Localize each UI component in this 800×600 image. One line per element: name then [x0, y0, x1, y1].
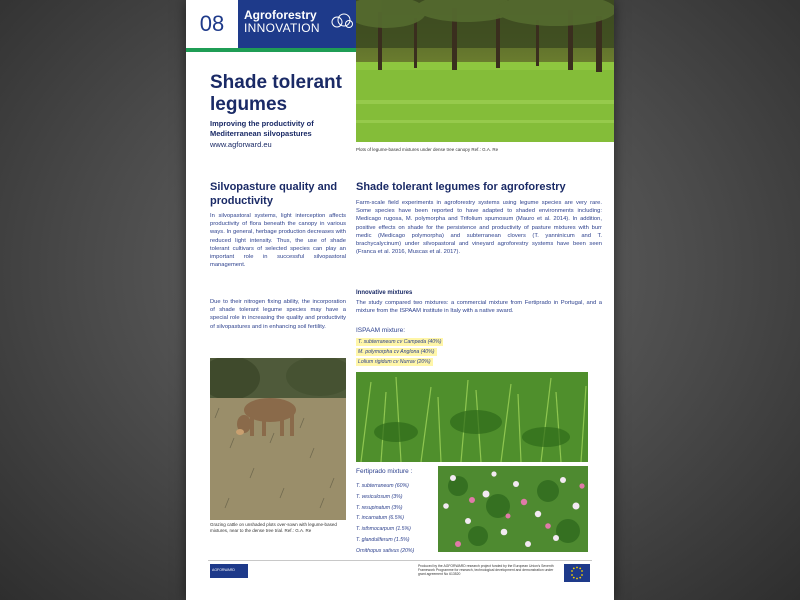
forest-meadow-photo [356, 0, 614, 142]
brand-title [244, 9, 320, 35]
silvopasture-paragraph-1: In silvopastoral systems, light interception affects productivity of flora beneath the canopy in various ways. In general, herbage production decreases with reduced light intensity. Thus, the use of shade tolerant cultivars of selected species can play an important role in successful silvopastoral management. [210, 213, 346, 269]
fertiprado-mixture-label: Fertiprado mixture : [356, 468, 413, 475]
list-item: T. subterraneum cv Campeda (40%) [358, 339, 442, 345]
eu-flag-icon [564, 564, 590, 582]
website-link[interactable]: www.agforward.eu [210, 140, 272, 149]
clover-flowers-photo [438, 466, 588, 552]
issue-number: 08 [186, 0, 238, 48]
list-item: T. resupinatum (3%) [356, 504, 403, 511]
page-title: Shade tolerant legumes [210, 72, 342, 115]
list-item: T. glanduliferum (1.5%) [356, 536, 410, 543]
silvopasture-paragraph-2: Due to their nitrogen fixing ability, the incorporation of shade tolerant legume species may have a special role in increasing the quality and productivity of silvopastures and in enhancing soil fertility. [210, 299, 346, 330]
header-band [186, 0, 356, 48]
list-item: Ornithopus sativus (20%) [356, 547, 415, 554]
shade-tolerant-paragraph: Farm-scale field experiments in agroforestry systems using legume species are very rare. Some species have been reported to have adapted to shaded environments including: Medicago rugosa, M. polymorpha and Trifolium spumosum (Mauro et al. 2014). In addition, positive effects on shade for the persistence and productivity of pasture mixtures with burr medic (Medicago polymorpha) and subterranean clovers (T. yanninicum and T. brachycalycinum) under silvopastoral and vineyard agroforestry systems have been seen (Franca et al. 2016, Muscas et al. 2017). [356, 200, 602, 256]
ispaam-mixture-list [356, 338, 443, 368]
brand-line2: INNOVATION [244, 21, 320, 35]
header-accent-bar [186, 48, 356, 52]
list-item: Lolium rigidum cv Nurrav (20%) [358, 359, 431, 365]
section-heading-shade-tolerant: Shade tolerant legumes for agroforestry [356, 181, 566, 193]
top-photo-caption: Plots of legume-based mixtures under dense tree canopy Ref.: G.A. Re [356, 147, 499, 152]
info-sheet-page [186, 0, 614, 600]
innovative-mixtures-heading: Innovative mixtures [356, 290, 413, 296]
footer-divider [208, 560, 592, 561]
page-subtitle: Improving the productivity of Mediterranean silvopastures [210, 119, 314, 138]
innovative-mixtures-text: The study compared two mixtures: a commercial mixture from Fertiprado in Portugal, and a mixture from the ISPAAM institute in Italy with a native sward. [356, 300, 602, 315]
list-item: T. isthmocarpum (1.5%) [356, 526, 411, 533]
cow-photo-caption: Grazing cattle on unshaded plots over-sown with legume-based mixtures, near to the dense tree trial. Ref.: G.A. Re [210, 522, 337, 533]
grazing-cow-photo [210, 358, 346, 520]
list-item: M. polymorpha cv Anglona (40%) [358, 349, 435, 355]
legume-field-photo [356, 372, 588, 462]
ispaam-mixture-label: ISPAAM mixture: [356, 327, 406, 334]
list-item: T. subterraneum (60%) [356, 483, 409, 489]
list-item: T. vesiculosum (3%) [356, 493, 403, 500]
fertiprado-mixture-list [356, 481, 414, 557]
list-item: T. incarnatum (6.5%) [356, 515, 404, 522]
brand-line1: Agroforestry [244, 8, 317, 22]
agroforestry-logo-icon [331, 12, 353, 32]
funding-statement: Produced by the AGFORWARD research project funded by the European Union's Seventh Framework Programme for research, technological development and demonstration under grant agreement No 613520 [418, 564, 554, 577]
agforward-logo-text: AGFORWARD [212, 568, 235, 572]
section-heading-silvopasture: Silvopasture quality and productivity [210, 181, 338, 207]
